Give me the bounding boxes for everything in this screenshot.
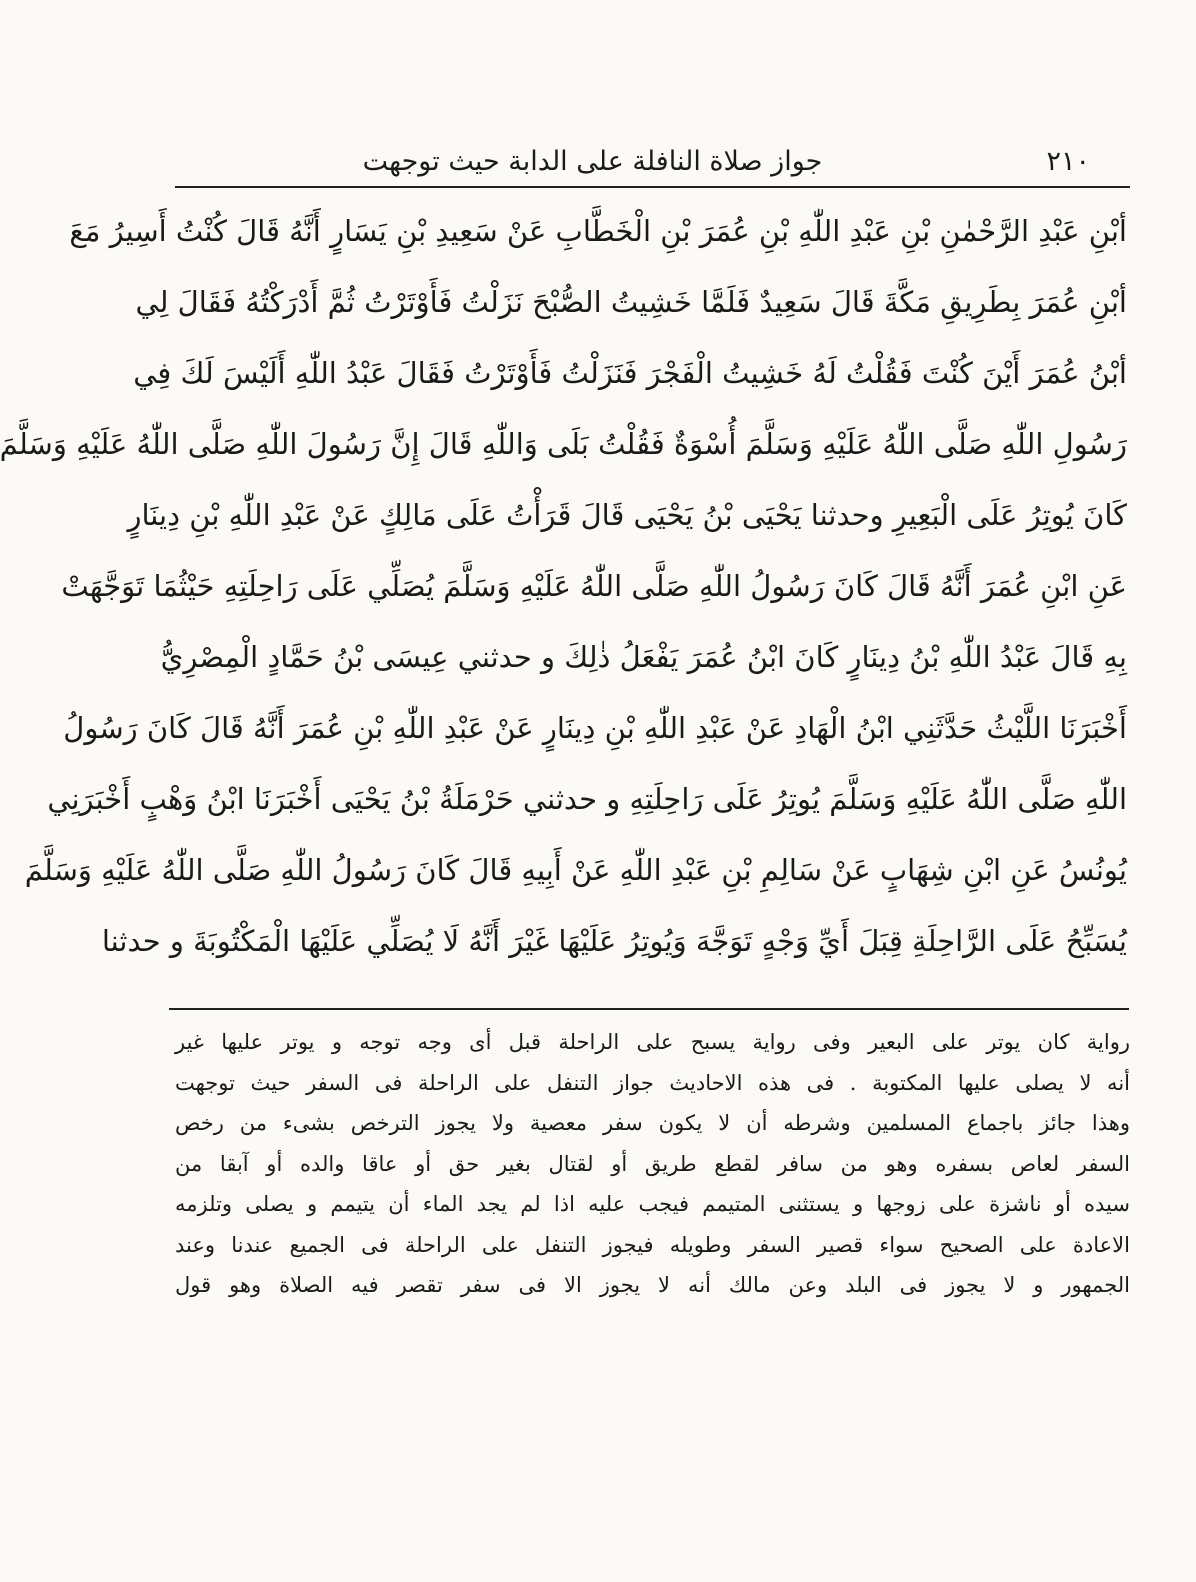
text-line: كَانَ يُوتِرُ عَلَى الْبَعِيرِ وحدثنا يَحْيَى بْنُ يَحْيَى قَالَ قَرَأْتُ عَلَى مَالِكٍ عَنْ عَبْدِ اللّٰهِ بْنِ دِينَارٍ bbox=[127, 498, 1127, 532]
commentary-line: الاعادة على الصحيح سواء قصير السفر وطويله فيجوز التنفل على الراحلة فى الجميع عندنا وعند bbox=[175, 1232, 1130, 1257]
page-header bbox=[175, 138, 1130, 186]
text-line: أبْنُ عُمَرَ أَيْنَ كُنْتَ فَقُلْتُ لَهُ خَشِيتُ الْفَجْرَ فَنَزَلْتُ فَأَوْتَرْتُ فَقَالَ عَبْدُ اللّٰهِ أَلَيْسَ لَكَ فِي bbox=[133, 356, 1127, 390]
text-line: يُونُسُ عَنِ ابْنِ شِهَابٍ عَنْ سَالِمِ بْنِ عَبْدِ اللّٰهِ عَنْ أَبِيهِ قَالَ كَانَ رَسُولُ اللّٰهِ صَلَّى اللّٰهُ عَلَيْهِ وَسَلَّمَ bbox=[24, 853, 1127, 887]
commentary-divider bbox=[169, 1008, 1129, 1010]
text-line: رَسُولِ اللّٰهِ صَلَّى اللّٰهُ عَلَيْهِ وَسَلَّمَ أُسْوَةٌ فَقُلْتُ بَلَى وَاللّٰهِ قَالَ إِنَّ رَسُولَ اللّٰهِ صَلَّى اللّٰهُ عَلَيْهِ وَسَلَّمَ bbox=[0, 427, 1127, 461]
commentary-line: أنه لا يصلى عليها المكتوبة . فى هذه الاحاديث جواز التنفل على الراحلة فى السفر حيث توجهت bbox=[175, 1070, 1130, 1095]
header-divider bbox=[175, 186, 1130, 188]
page-number: ٢١٠ bbox=[1046, 146, 1090, 177]
commentary-line: الجمهور و لا يجوز فى البلد وعن مالك أنه لا يجوز الا فى سفر تقصر فيه الصلاة وهو قول bbox=[175, 1273, 1130, 1297]
commentary-line: السفر لعاص بسفره وهو من سافر لقطع طريق أو لقتال بغير حق أو عاقا والده أو آبقا من bbox=[175, 1151, 1130, 1176]
text-line: اللّٰهِ صَلَّى اللّٰهُ عَلَيْهِ وَسَلَّمَ يُوتِرُ عَلَى رَاحِلَتِهِ و حدثني حَرْمَلَةُ بْنُ يَحْيَى أَخْبَرَنَا ابْنُ وَهْبٍ أَخْبَرَنِي bbox=[47, 782, 1127, 816]
commentary-line: رواية كان يوتر على البعير وفى رواية يسبح على الراحلة قبل أى وجه توجه و يوتر عليها غير bbox=[175, 1030, 1130, 1054]
text-line: يُسَبِّحُ عَلَى الرَّاحِلَةِ قِبَلَ أَيِّ وَجْهٍ تَوَجَّهَ وَيُوتِرُ عَلَيْهَا غَيْرَ أَنَّهُ لَا يُصَلِّي عَلَيْهَا الْمَكْتُوبَةَ و حدثنا bbox=[101, 924, 1127, 958]
hadith-text bbox=[0, 196, 1127, 977]
text-line: أبْنِ عُمَرَ بِطَرِيقِ مَكَّةَ قَالَ سَعِيدٌ فَلَمَّا خَشِيتُ الصُّبْحَ نَزَلْتُ فَأَوْتَرْتُ ثُمَّ أَدْرَكْتُهُ فَقَالَ لِي bbox=[135, 285, 1127, 319]
commentary-text bbox=[175, 1022, 1130, 1306]
text-line: أَخْبَرَنَا اللَّيْثُ حَدَّثَنِي ابْنُ الْهَادِ عَنْ عَبْدِ اللّٰهِ بْنِ دِينَارٍ عَنْ عَبْدِ اللّٰهِ بْنِ عُمَرَ أَنَّهُ قَالَ كَانَ رَسُولُ bbox=[63, 711, 1127, 745]
text-line: أبْنِ عَبْدِ الرَّحْمٰنِ بْنِ عَبْدِ اللّٰهِ بْنِ عُمَرَ بْنِ الْخَطَّابِ عَنْ سَعِيدِ بْنِ يَسَارٍ أَنَّهُ قَالَ كُنْتُ أَسِيرُ مَعَ bbox=[69, 214, 1127, 248]
commentary-line: وهذا جائز باجماع المسلمين وشرطه أن لا يكون سفر معصية ولا يجوز الترخص بشىء من رخص bbox=[175, 1111, 1130, 1135]
text-line: بِهِ قَالَ عَبْدُ اللّٰهِ بْنُ دِينَارٍ كَانَ ابْنُ عُمَرَ يَفْعَلُ ذٰلِكَ و حدثني عِيسَى بْنُ حَمَّادٍ الْمِصْرِيُّ bbox=[160, 640, 1127, 674]
running-title: جواز صلاة النافلة على الدابة حيث توجهت bbox=[362, 146, 823, 177]
commentary-line: سيده أو ناشزة على زوجها و يستثنى المتيمم فيجب عليه اذا لم يجد الماء أن يتيمم و يصلى وتلزمه bbox=[175, 1192, 1130, 1216]
text-line: عَنِ ابْنِ عُمَرَ أَنَّهُ قَالَ كَانَ رَسُولُ اللّٰهِ صَلَّى اللّٰهُ عَلَيْهِ وَسَلَّمَ يُصَلِّي عَلَى رَاحِلَتِهِ حَيْثُمَا تَوَجَّهَتْ bbox=[61, 569, 1127, 603]
